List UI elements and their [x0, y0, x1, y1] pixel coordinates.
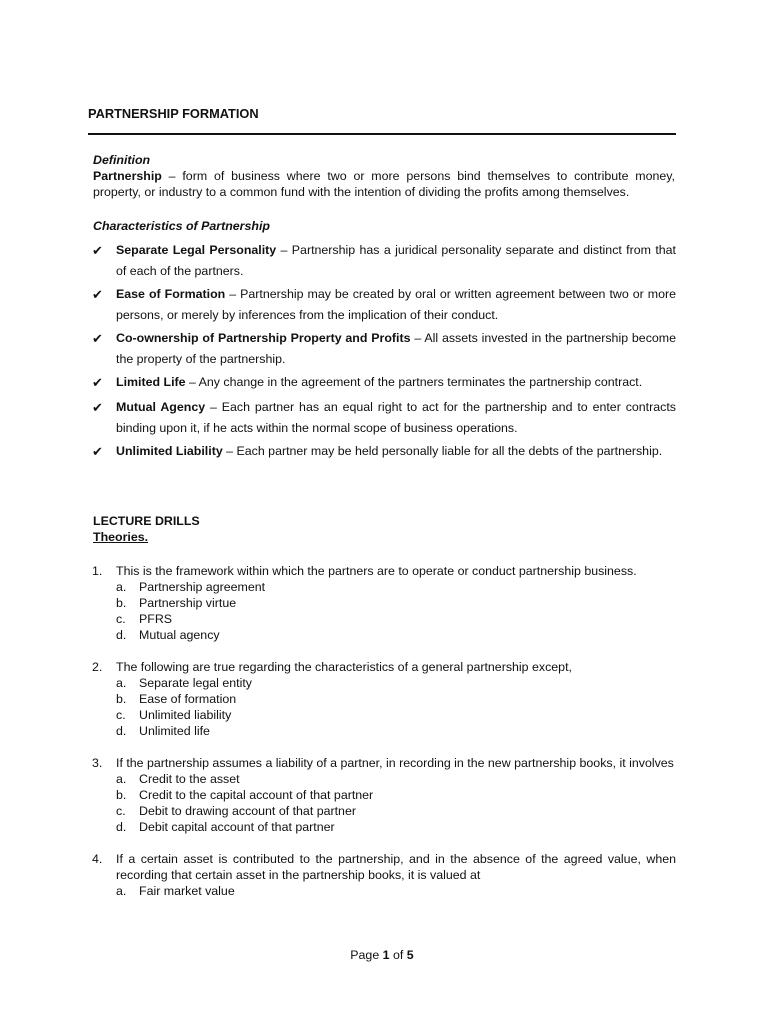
option-text: Debit capital account of that partner	[139, 820, 335, 834]
option-letter: a.	[116, 772, 127, 786]
drills-header	[93, 513, 200, 545]
option-letter: c.	[116, 612, 126, 626]
option-letter: b.	[116, 692, 127, 706]
option-item	[116, 723, 676, 739]
page-footer	[88, 947, 676, 963]
characteristic-term: Separate Legal Personality	[116, 243, 277, 257]
option-letter: b.	[116, 788, 127, 802]
characteristic-item	[88, 441, 676, 462]
option-list	[116, 675, 676, 739]
characteristic-text: – Partnership may be created by oral or written agreement between two or more persons, or merely by inferences from the implication of their conduct.	[116, 287, 677, 322]
question-item	[88, 659, 676, 739]
option-letter: c.	[116, 804, 126, 818]
question-list	[88, 563, 676, 915]
checkmark-icon: ✔	[92, 444, 103, 459]
option-item	[116, 819, 676, 835]
checkmark-icon: ✔	[92, 375, 103, 390]
option-item	[116, 691, 676, 707]
characteristic-term: Ease of Formation	[116, 287, 226, 301]
option-item	[116, 595, 676, 611]
option-text: Debit to drawing account of that partner	[139, 804, 356, 818]
option-text: Credit to the asset	[139, 772, 240, 786]
characteristic-text: – Partnership has a juridical personality separate and distinct from that of each of the partners.	[116, 243, 676, 278]
option-item	[116, 771, 676, 787]
option-text: Credit to the capital account of that partner	[139, 788, 374, 802]
page-total: 5	[406, 948, 414, 962]
option-item	[116, 803, 676, 819]
characteristic-term: Co-ownership of Partnership Property and Profits	[116, 331, 411, 345]
option-letter: c.	[116, 708, 126, 722]
question-stem: If a certain asset is contributed to the partnership, and in the absence of the agreed value, when recording that certain asset in the partnership books, it is valued at	[116, 852, 676, 882]
characteristic-item	[88, 397, 676, 439]
definition-term: Partnership	[93, 169, 162, 183]
question-stem: The following are true regarding the characteristics of a general partnership except,	[116, 660, 572, 674]
option-item	[116, 627, 676, 643]
checkmark-icon: ✔	[92, 243, 103, 258]
characteristic-term: Mutual Agency	[116, 400, 206, 414]
question-item	[88, 851, 676, 899]
option-list	[116, 883, 676, 899]
option-text: Fair market value	[139, 884, 235, 898]
checkmark-icon: ✔	[92, 287, 103, 302]
question-stem: If the partnership assumes a liability of a partner, in recording in the new partnership books, it involves	[116, 756, 674, 770]
option-text: Partnership virtue	[139, 596, 237, 610]
characteristic-term: Unlimited Liability	[116, 444, 223, 458]
option-text: Unlimited liability	[139, 708, 232, 722]
characteristic-text: – Each partner may be held personally liable for all the debts of the partnership.	[222, 444, 663, 458]
definition-text: – form of business where two or more persons bind themselves to contribute money, property, or industry to a common fund with the intention of dividing the profits among themselves.	[93, 169, 675, 199]
question-number: 1.	[92, 564, 103, 578]
question-number: 2.	[92, 660, 103, 674]
characteristic-item	[88, 372, 676, 393]
option-item	[116, 579, 676, 595]
option-letter: a.	[116, 676, 127, 690]
option-item	[116, 883, 676, 899]
option-item	[116, 787, 676, 803]
option-text: PFRS	[139, 612, 173, 626]
definition-section	[93, 152, 675, 200]
question-number: 3.	[92, 756, 103, 770]
characteristic-item	[88, 240, 676, 282]
page-label: Page	[350, 948, 383, 962]
title-divider	[88, 133, 676, 135]
drills-subheading: Theories.	[93, 530, 149, 544]
definition-heading: Definition	[93, 153, 151, 167]
characteristic-text: – Each partner has an equal right to act for the partnership and to enter contracts binding upon it, if he acts within the normal scope of business operations.	[116, 400, 676, 435]
option-list	[116, 579, 676, 643]
question-item	[88, 563, 676, 643]
option-letter: d.	[116, 724, 127, 738]
definition-paragraph	[93, 168, 675, 200]
option-text: Partnership agreement	[139, 580, 266, 594]
option-letter: a.	[116, 580, 127, 594]
option-text: Mutual agency	[139, 628, 220, 642]
checkmark-icon: ✔	[92, 400, 103, 415]
option-letter: a.	[116, 884, 127, 898]
option-letter: b.	[116, 596, 127, 610]
option-text: Ease of formation	[139, 692, 237, 706]
page-current: 1	[382, 948, 390, 962]
option-list	[116, 771, 676, 835]
option-text: Unlimited life	[139, 724, 210, 738]
option-item	[116, 707, 676, 723]
option-letter: d.	[116, 820, 127, 834]
option-item	[116, 611, 676, 627]
characteristic-item	[88, 284, 676, 326]
question-item	[88, 755, 676, 835]
option-letter: d.	[116, 628, 127, 642]
characteristic-text: – Any change in the agreement of the partners terminates the partnership contract.	[185, 375, 643, 389]
checkmark-icon: ✔	[92, 331, 103, 346]
drills-heading: LECTURE DRILLS	[93, 514, 200, 528]
characteristic-term: Limited Life	[116, 375, 186, 389]
characteristics-list	[88, 240, 676, 464]
question-number: 4.	[92, 852, 103, 866]
characteristic-text: – All assets invested in the partnership become the property of the partnership.	[116, 331, 677, 366]
characteristics-heading: Characteristics of Partnership	[93, 219, 270, 233]
document-page	[88, 0, 676, 1024]
option-item	[116, 675, 676, 691]
page-separator: of	[389, 948, 407, 962]
option-text: Separate legal entity	[139, 676, 252, 690]
characteristic-item	[88, 328, 676, 370]
question-stem: This is the framework within which the partners are to operate or conduct partnership business.	[116, 564, 637, 578]
document-title: PARTNERSHIP FORMATION	[88, 106, 259, 121]
